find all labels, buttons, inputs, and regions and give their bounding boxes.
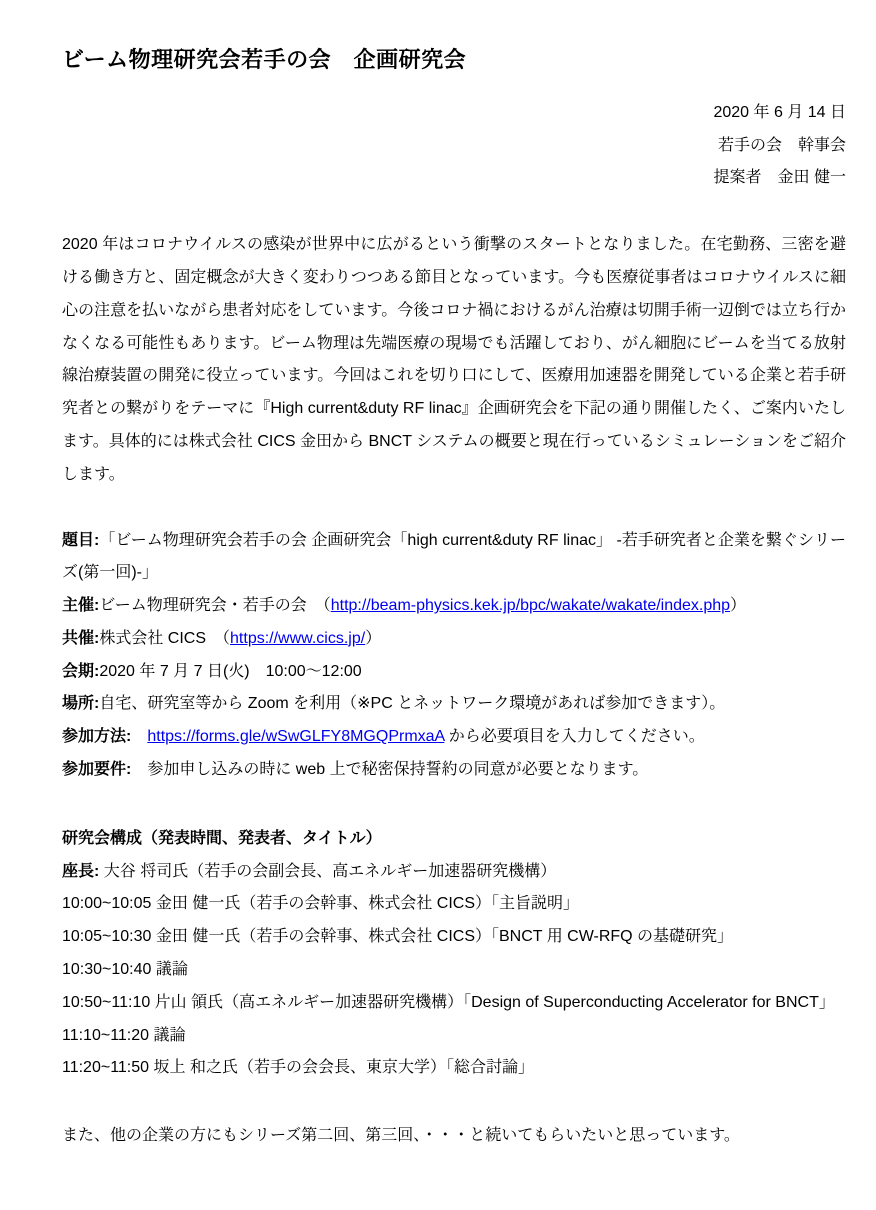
- program-item: 10:05~10:30 金田 健一氏（若手の会幹事、株式会社 CICS）「BNCT 用 CW-RFQ の基礎研究」: [62, 928, 734, 946]
- program-chair-text: 大谷 将司氏（若手の会副会長、高エネルギー加速器研究機構）: [99, 862, 557, 880]
- program-heading: 研究会構成（発表時間、発表者、タイトル）: [62, 829, 382, 847]
- detail-suffix-how-to-join: から必要項目を入力してください。: [444, 728, 705, 746]
- detail-label-how-to-join: 参加方法:: [62, 728, 132, 746]
- document-title: ビーム物理研究会若手の会 企画研究会: [62, 46, 467, 72]
- program-chair-row: [62, 856, 846, 889]
- detail-text-cohost: 株式会社 CICS （: [99, 629, 231, 647]
- detail-text-place: 自宅、研究室等から Zoom を利用（※PC とネットワーク環境があれば参加できます）。: [99, 695, 726, 713]
- detail-label-requirement: 参加要件:: [62, 761, 132, 779]
- detail-row-host: [62, 590, 846, 623]
- meta-organizer: 若手の会 幹事会: [717, 136, 846, 154]
- detail-row-cohost: [62, 623, 846, 656]
- detail-text-requirement: 参加申し込みの時に web 上で秘密保持誓約の同意が必要となります。: [131, 761, 649, 779]
- program-item: 10:30~10:40 議論: [62, 961, 188, 979]
- detail-label-subject: 題目:: [62, 531, 100, 549]
- program-section: [62, 823, 846, 1085]
- program-item: 10:00~10:05 金田 健一氏（若手の会幹事、株式会社 CICS）「主旨説明」: [62, 895, 579, 913]
- detail-suffix-host: ）: [730, 597, 747, 615]
- detail-label-place: 場所:: [62, 695, 100, 713]
- program-chair-label: 座長:: [62, 862, 100, 880]
- program-item: 11:10~11:20 議論: [62, 1026, 186, 1044]
- meta-date: 2020 年 6 月 14 日: [713, 103, 846, 121]
- detail-text-date: 2020 年 7 月 7 日(火) 10:00～12:00: [99, 662, 362, 680]
- detail-row-how-to-join: [62, 721, 846, 754]
- program-item: 11:20~11:50 坂上 和之氏（若手の会会長、東京大学）「総合討論」: [62, 1059, 534, 1077]
- host-url-link[interactable]: http://beam-physics.kek.jp/bpc/wakate/wakate/index.php: [330, 597, 731, 615]
- meta-proposer: 提案者 金田 健一: [713, 169, 846, 187]
- detail-suffix-cohost: ）: [365, 629, 382, 647]
- detail-label-date: 会期:: [62, 662, 100, 680]
- closing-note: また、他の企業の方にもシリーズ第二回、第三回、・・・と続いてもらいたいと思っています。: [62, 1127, 740, 1145]
- program-item: 10:50~11:10 片山 領氏（高エネルギー加速器研究機構）「Design of Superconducting Accelerator for BNCT」: [62, 993, 835, 1011]
- detail-label-host: 主催:: [62, 597, 100, 615]
- detail-text-subject: 「ビーム物理研究会若手の会 企画研究会「high current&duty RF linac」 -若手研究者と企業を繋ぐシリーズ(第一回)-」: [62, 531, 846, 582]
- detail-row-requirement: [62, 754, 846, 787]
- meta-block: [62, 97, 846, 195]
- detail-row-subject: [62, 525, 846, 591]
- detail-text-host: ビーム物理研究会・若手の会 （: [99, 597, 331, 615]
- details-section: [62, 525, 846, 787]
- intro-paragraph: 2020 年はコロナウイルスの感染が世界中に広がるという衝撃のスタートとなりました。在宅勤務、三密を避ける働き方と、固定概念が大きく変わりつつある節目となっています。今も医療従事者はコロナウイルスに細心の注意を払いながら患者対応をしています。今後コロナ禍におけるがん治療は切開手術一辺倒では立ち行かなくなる可能性もあります。ビーム物理は先端医療の現場でも活躍しており、がん細胞にビームを当てる放射線治療装置の開発に役立っています。今回はこれを切り口にして、医療用加速器を開発している企業と若手研究者との繋がりをテーマに『High current&duty RF linac』企画研究会を下記の通り開催したく、ご案内いたします。具体的には株式会社 CICS 金田から BNCT システムの概要と現在行っているシミュレーションをご紹介します。: [62, 236, 846, 483]
- registration-form-link[interactable]: https://forms.gle/wSwGLFY8MGQPrmxaA: [147, 728, 445, 746]
- detail-pre-how-to-join: [131, 728, 147, 745]
- cohost-url-link[interactable]: https://www.cics.jp/: [230, 629, 366, 647]
- detail-row-date: [62, 656, 846, 689]
- detail-label-cohost: 共催:: [62, 629, 100, 647]
- detail-row-place: [62, 688, 846, 721]
